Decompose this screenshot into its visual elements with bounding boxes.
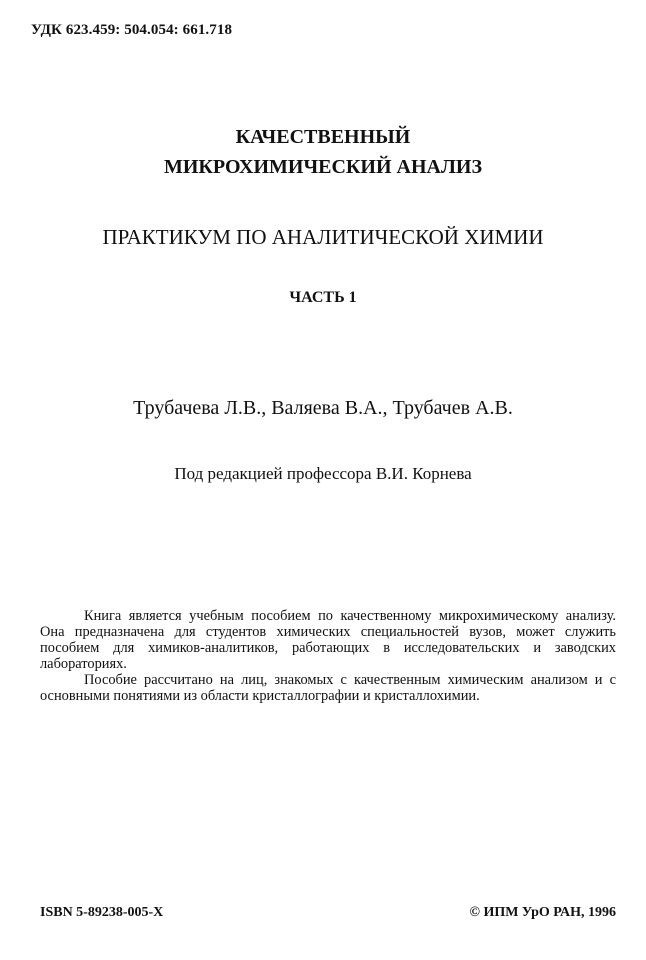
title-line-2: МИКРОХИМИЧЕСКИЙ АНАЛИЗ bbox=[164, 156, 482, 178]
abstract bbox=[40, 608, 616, 704]
part-number: ЧАСТЬ 1 bbox=[289, 289, 357, 306]
subtitle: ПРАКТИКУМ ПО АНАЛИТИЧЕСКОЙ ХИМИИ bbox=[102, 225, 544, 249]
copyright: © ИПМ УрО РАН, 1996 bbox=[469, 905, 616, 920]
abstract-paragraph-1: Книга является учебным пособием по качественному микрохимическому анализу. Она предназначена для студентов химических специальностей вузов, может служить пособием для химиков-аналитиков, работающих в исследовательских и заводских лабораториях. bbox=[40, 608, 616, 672]
authors: Трубачева Л.В., Валяева В.А., Трубачев А.В. bbox=[133, 397, 513, 419]
udk-code: УДК 623.459: 504.054: 661.718 bbox=[31, 22, 233, 38]
isbn: ISBN 5-89238-005-X bbox=[40, 905, 164, 920]
editor-line: Под редакцией профессора В.И. Корнева bbox=[174, 464, 472, 483]
title-line-1: КАЧЕСТВЕННЫЙ bbox=[235, 126, 411, 148]
abstract-paragraph-2: Пособие рассчитано на лиц, знакомых с качественным химическим анализом и с основными понятиями из области кристаллографии и кристаллохимии. bbox=[40, 672, 616, 704]
